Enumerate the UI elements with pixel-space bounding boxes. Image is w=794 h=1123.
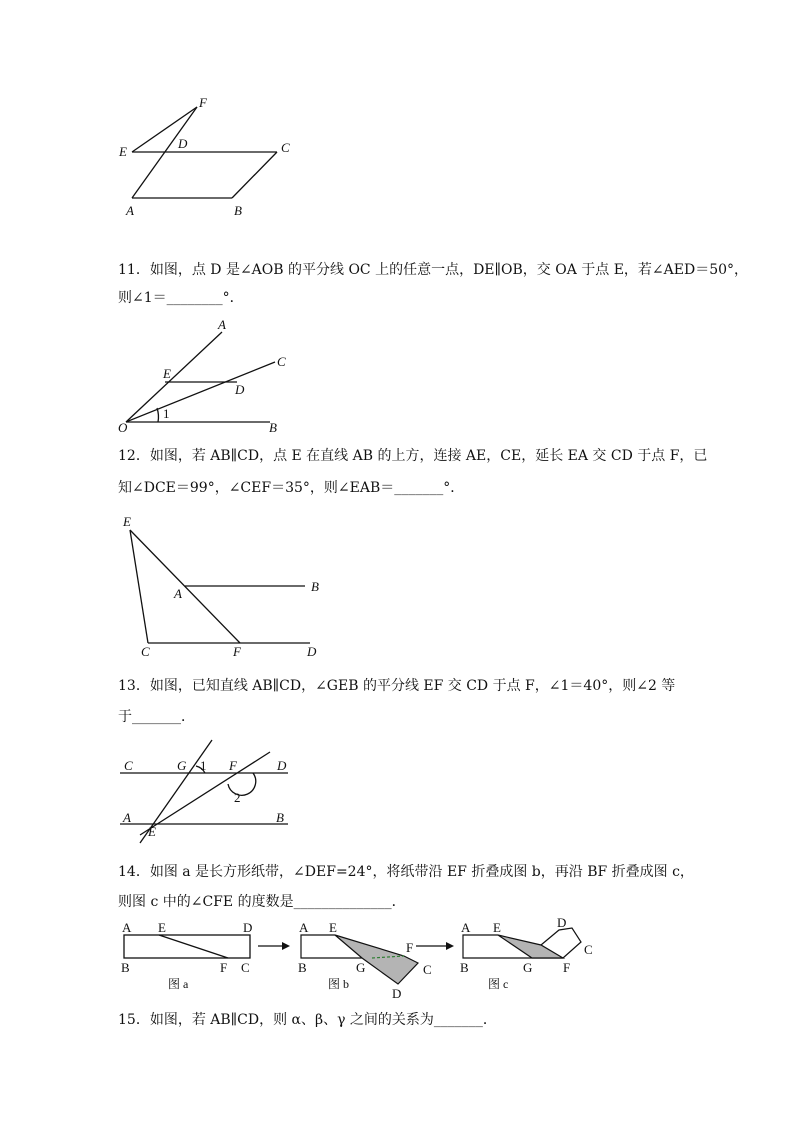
fig11-angle-1-arc [157,408,158,422]
fig14a-label-A: A [122,920,132,935]
fig11-label-A: A [218,317,226,332]
fig14a-caption: 图 a [168,977,189,991]
fig11-label-C: C [277,354,286,369]
figure-13 [120,740,288,843]
fig10-line-BC [232,152,277,198]
fig13-label-E: E [148,824,156,839]
fig11-label-D: D [235,382,245,397]
q14-line1: 14．如图 a 是长方形纸带，∠DEF=24°，将纸带沿 EF 折叠成图 b，再沿 BF 折叠成图 c， [118,864,694,880]
fig10-label-F: F [199,95,207,110]
q11-line2: 则∠1＝________°． [118,290,244,306]
fig10-label-A: A [126,203,134,218]
fig12-label-B: B [311,579,319,594]
fig14a-label-E: E [158,920,166,935]
fig12-line-EC [130,530,148,643]
fig14c-label-C: C [584,942,593,957]
fig14c-label-F: F [563,960,571,975]
fig11-label-O: O [118,420,128,435]
fig14c-label-E: E [493,920,501,935]
fig11-ray-OA [126,332,222,422]
fig14b-label-C: C [423,962,432,977]
fig14c-label-B: B [460,960,469,975]
fig14a-label-C: C [241,960,250,975]
fig11-ray-OC [126,362,275,422]
fig14b-label-D: D [392,986,402,1001]
fig14c-folded-flap [498,935,563,958]
fig13-label-G: G [177,758,187,773]
fig10-label-C: C [281,140,290,155]
q13-line2: 于_______． [118,709,195,725]
fig13-label-D: D [277,758,287,773]
fig11-label-B: B [269,420,277,435]
fig13-label-B: B [276,810,284,825]
fig10-label-B: B [234,203,242,218]
fig14c-label-G: G [523,960,533,975]
fig12-label-A: A [174,586,182,601]
figure-10 [132,107,277,198]
fig14c-caption: 图 c [488,977,509,991]
figure-13-labels [122,758,287,839]
fig14a-strip [124,935,250,958]
figure-14a-labels [121,920,252,991]
fig14b-label-F: F [406,940,414,955]
fig12-label-F: F [233,644,241,659]
fig14c-label-D: D [557,915,567,930]
figure-14a [124,935,250,958]
fig14b-label-B: B [298,960,307,975]
fig13-label-C: C [124,758,133,773]
q11-line1: 11．如图，点 D 是∠AOB 的平分线 OC 上的任意一点，DE∥OB，交 OA 于点 E，若∠AED＝50°， [118,262,749,278]
fig13-label-A: A [123,810,131,825]
arrow-b-to-c [416,942,454,950]
fig14b-label-A: A [299,920,309,935]
fig11-label-E: E [163,366,171,381]
fig10-label-D: D [178,136,188,151]
q12-line2: 知∠DCE＝99°，∠CEF＝35°，则∠EAB＝_______°． [118,480,465,496]
fig14b-label-G: G [356,960,366,975]
figure-11-labels [118,317,286,435]
q13-line1: 13．如图，已知直线 AB∥CD，∠GEB 的平分线 EF 交 CD 于点 F，∠1＝40°，则∠2 等 [118,678,676,694]
fig14b-caption: 图 b [328,977,350,991]
fig14b-label-E: E [329,920,337,935]
arrow-a-to-b [258,942,290,950]
fig11-label-1: 1 [163,406,170,421]
figure-11 [126,332,275,422]
fig14a-label-F: F [220,960,228,975]
fig12-label-C: C [141,644,150,659]
fig10-label-E: E [119,144,127,159]
fig12-label-E: E [123,514,131,529]
fig13-label-1: 1 [200,758,207,773]
figure-14c [463,928,581,958]
figure-10-labels [118,95,290,218]
fig14c-label-A: A [461,920,471,935]
fig14a-label-D: D [243,920,253,935]
figure-12 [130,530,310,643]
fig14a-fold-EF [159,935,228,958]
q15-line1: 15．如图，若 AB∥CD，则 α、β、γ 之间的关系为_______． [118,1012,497,1028]
q14-line2: 则图 c 中的∠CFE 的度数是______________． [118,894,406,910]
fig14a-label-B: B [121,960,130,975]
q12-line1: 12．如图，若 AB∥CD，点 E 在直线 AB 的上方，连接 AE，CE，延长 EA 交 CD 于点 F，已 [118,448,708,464]
fig13-label-F: F [229,758,237,773]
fig13-label-2: 2 [234,790,241,805]
fig12-label-D: D [307,644,317,659]
